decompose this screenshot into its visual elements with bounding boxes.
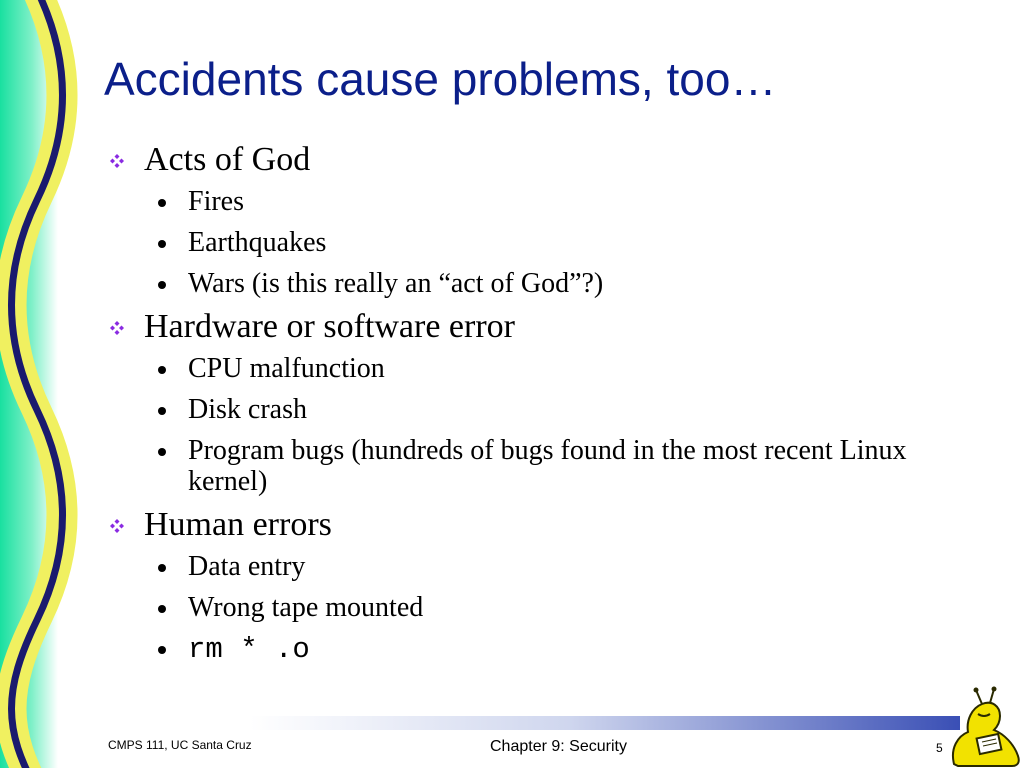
left-wave-decoration <box>0 0 110 768</box>
sub-bullet-program-bugs <box>108 435 988 497</box>
bullet-label: Human errors <box>144 506 332 543</box>
diamond-bullet-icon <box>108 506 126 542</box>
dot-bullet-icon <box>158 448 166 456</box>
footer-gradient-rule <box>250 716 960 730</box>
sub-bullet-label: Earthquakes <box>188 227 327 258</box>
bullet-label: Acts of God <box>144 141 311 178</box>
bullet-hardware-software-error <box>108 307 988 347</box>
sub-bullet-label: Fires <box>188 186 244 217</box>
sub-bullet-earthquakes <box>108 227 988 258</box>
bullet-acts-of-god <box>108 140 988 180</box>
banana-slug-mascot-icon <box>948 686 1024 768</box>
sub-bullet-disk-crash <box>108 394 988 425</box>
code-snippet: rm * .o <box>188 633 310 666</box>
sub-bullet-wrong-tape <box>108 592 988 623</box>
footer-chapter: Chapter 9: Security <box>490 738 627 755</box>
dot-bullet-icon <box>158 366 166 374</box>
bullet-human-errors <box>108 505 988 545</box>
sub-bullet-cpu-malfunction <box>108 353 988 384</box>
dot-bullet-icon <box>158 199 166 207</box>
dot-bullet-icon <box>158 240 166 248</box>
sub-bullet-fires <box>108 186 988 217</box>
sub-bullet-label: Wars (is this really an “act of God”?) <box>188 268 604 299</box>
sub-bullet-label: Wrong tape mounted <box>188 592 424 623</box>
dot-bullet-icon <box>158 407 166 415</box>
slide-title: Accidents cause problems, too… <box>104 53 777 105</box>
sub-bullet-label: Program bugs (hundreds of bugs found in the most recent Linux kernel) <box>188 435 907 497</box>
dot-bullet-icon <box>158 605 166 613</box>
sub-bullet-label: Disk crash <box>188 394 307 425</box>
sub-bullet-rm-command <box>108 633 988 665</box>
dot-bullet-icon <box>158 564 166 572</box>
bullet-label: Hardware or software error <box>144 308 515 345</box>
sub-bullet-label: CPU malfunction <box>188 353 385 384</box>
slide-body <box>108 140 988 665</box>
page-number: 5 <box>936 741 943 755</box>
sub-bullet-wars <box>108 268 988 299</box>
sub-bullet-label: Data entry <box>188 551 306 582</box>
footer-course: CMPS 111, UC Santa Cruz <box>108 738 252 752</box>
sub-bullet-data-entry <box>108 551 988 582</box>
dot-bullet-icon <box>158 281 166 289</box>
diamond-bullet-icon <box>108 141 126 177</box>
diamond-bullet-icon <box>108 308 126 344</box>
dot-bullet-icon <box>158 646 166 654</box>
